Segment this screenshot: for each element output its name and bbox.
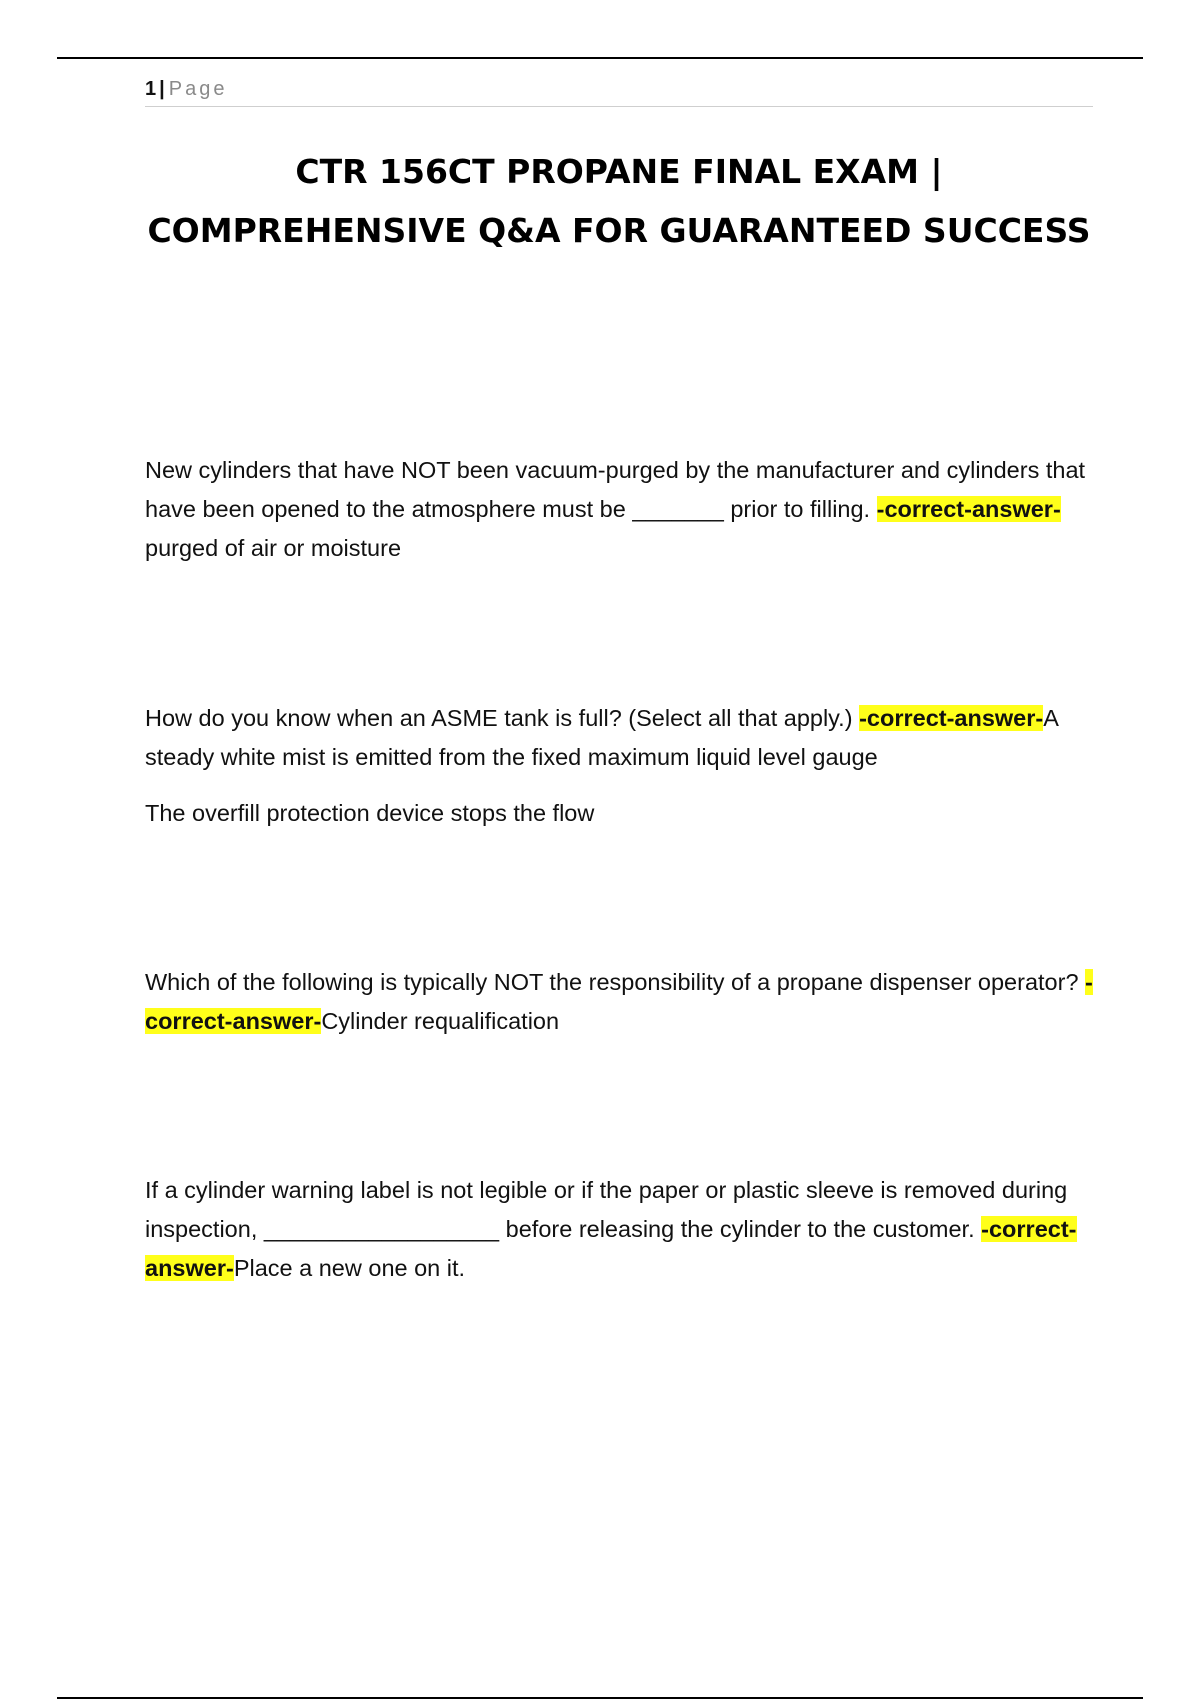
qa-item — [145, 699, 1093, 833]
document-title: CTR 156CT PROPANE FINAL EXAM | COMPREHENSIVE Q&A FOR GUARANTEED SUCCESS — [147, 152, 1091, 250]
answer-extra-text: The overfill protection device stops the flow — [145, 800, 595, 826]
qa-paragraph — [145, 451, 1093, 568]
qa-item — [145, 963, 1093, 1041]
question-text: If a cylinder warning label is not legible or if the paper or plastic sleeve is removed during inspection, __________________ before releasing the cylinder to the customer. — [145, 1177, 1068, 1242]
question-text: New cylinders that have NOT been vacuum-purged by the manufacturer and cylinders that have been opened to the atmosphere must be _______ prior to filling. — [145, 457, 1086, 522]
qa-paragraph — [145, 699, 1093, 777]
top-page-rule — [57, 57, 1143, 59]
answer-text: Cylinder requalification — [321, 1008, 560, 1034]
correct-answer-marker: -correct-answer- — [876, 496, 1061, 522]
page-number: 1 — [145, 78, 157, 100]
answer-text: Place a new one on it. — [233, 1255, 466, 1281]
page-header — [145, 76, 1093, 107]
qa-item — [145, 451, 1093, 568]
question-text: How do you know when an ASME tank is full? (Select all that apply.) — [145, 705, 860, 731]
page-label: Page — [168, 78, 228, 100]
correct-answer-marker: -correct-answer- — [145, 969, 1093, 1034]
qa-paragraph — [145, 963, 1093, 1041]
correct-answer-marker: -correct-answer- — [145, 1216, 1077, 1281]
answer-text: purged of air or moisture — [145, 535, 402, 561]
page-separator: | — [159, 78, 165, 100]
qa-paragraph — [145, 1171, 1093, 1288]
answer-text: A steady white mist is emitted from the fixed maximum liquid level gauge — [145, 705, 1058, 770]
qa-item — [145, 1171, 1093, 1288]
question-text: Which of the following is typically NOT the responsibility of a propane dispenser operator? — [145, 969, 1086, 995]
bottom-page-rule — [57, 1697, 1143, 1699]
correct-answer-marker: -correct-answer- — [859, 705, 1044, 731]
